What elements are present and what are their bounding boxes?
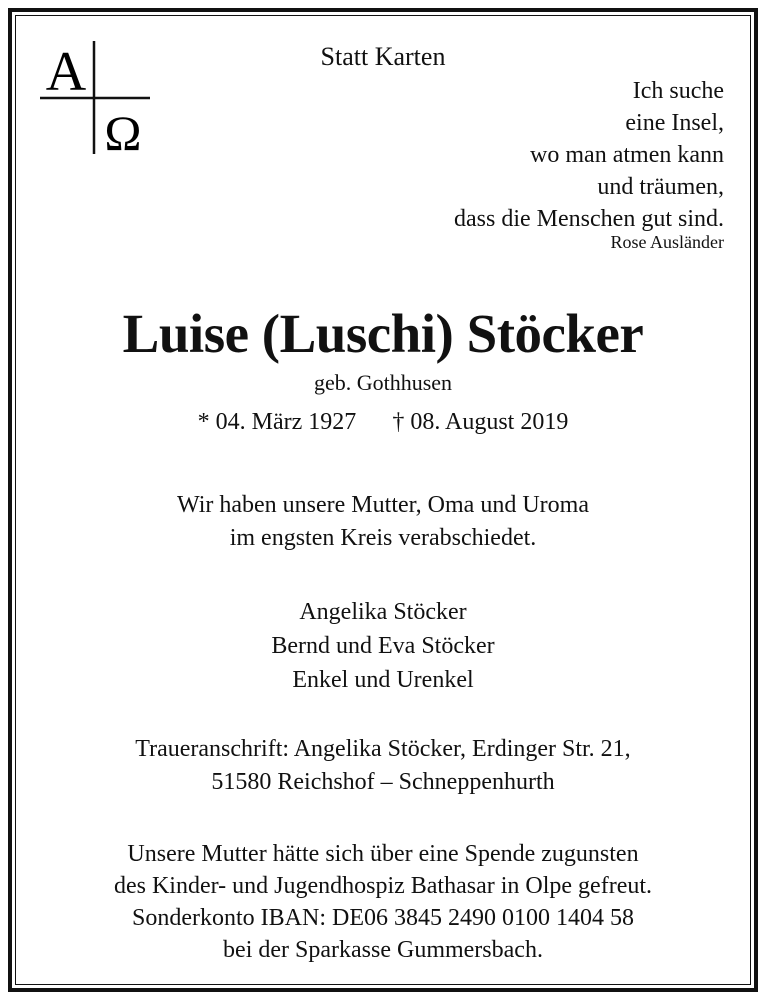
poem-line: dass die Menschen gut sind. <box>454 206 724 232</box>
maiden-name: geb. Gothhusen <box>313 370 453 395</box>
deceased-name: Luise (Luschi) Stöcker <box>122 303 644 364</box>
message-line: im engsten Kreis verabschiedet. <box>229 525 537 551</box>
address-line: Traueranschrift: Angelika Stöcker, Erdinger Str. 21, <box>135 736 631 762</box>
poem-line: Ich suche <box>632 78 724 104</box>
donation-note <box>0 838 766 966</box>
poem-author: Rose Ausländer <box>610 232 724 252</box>
mourners-list <box>0 595 766 697</box>
birth-date: * 04. März 1927 <box>197 409 357 435</box>
donation-line: Unsere Mutter hätte sich über eine Spende zugunsten <box>127 841 639 867</box>
address-line: 51580 Reichshof – Schneppenhurth <box>211 769 555 795</box>
mourning-address <box>0 733 766 799</box>
poem-line: und träumen, <box>597 174 724 200</box>
alpha-glyph: A <box>45 41 87 103</box>
message-line: Wir haben unsere Mutter, Oma und Uroma <box>177 492 589 518</box>
mourner-name: Bernd und Eva Stöcker <box>271 633 495 659</box>
donation-line: Sonderkonto IBAN: DE06 3845 2490 0100 1404 58 <box>132 905 634 931</box>
omega-glyph: Ω <box>104 105 142 156</box>
statt-karten-label: Statt Karten <box>320 42 446 71</box>
life-dates <box>0 409 766 436</box>
mourner-name: Angelika Stöcker <box>299 599 467 625</box>
poem <box>454 75 724 235</box>
farewell-message <box>0 489 766 555</box>
mourner-name: Enkel und Urenkel <box>292 667 474 693</box>
poem-line: wo man atmen kann <box>530 142 724 168</box>
donation-line: bei der Sparkasse Gummersbach. <box>223 937 543 963</box>
alpha-omega-cross-icon <box>38 38 154 156</box>
poem-line: eine Insel, <box>625 110 724 136</box>
donation-line: des Kinder- und Jugendhospiz Bathasar in Olpe gefreut. <box>113 873 653 899</box>
death-date: † 08. August 2019 <box>392 409 569 435</box>
